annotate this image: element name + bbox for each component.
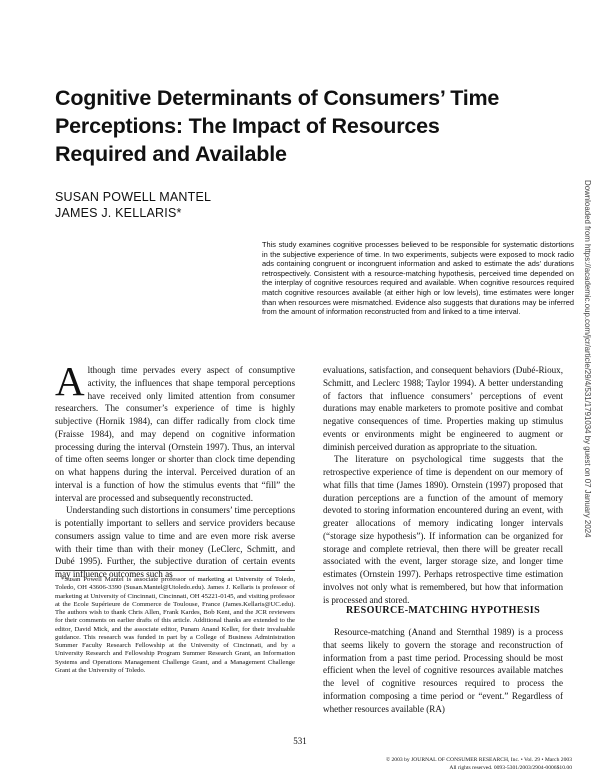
article-title: Cognitive Determinants of Consumers’ Time Perceptions: The Impact of Resources Required and Available: [55, 86, 500, 166]
body-column-right-lower: [323, 626, 563, 715]
paragraph: evaluations, satisfaction, and consequent behaviors (Dubé-Rioux, Schmitt, and Leclerc 1988; Taylor 1994). A better understanding of factors that influence consumers’ perceptions of event durations may enable marketers to promote positive and combat negative consequences of time. Properties making up stimulus events or environments might be engineered to augment or diminish perceived duration as appropriate to the situation.: [323, 365, 563, 452]
footnote-rule: [55, 570, 295, 571]
paragraph: [55, 358, 295, 504]
paragraph: The literature on psychological time suggests that the retrospective experience of time is dependent on our memory of what fills that time (James 1890). Ornstein (1997) proposed that duration perceptions are a function of the amount of memory devoted to storing information encountered during an event, with greater allocations of memory indicating longer intervals (“storage size hypothesis”). If information can be organized for storage and complete retrieval, then there will be greater recall associated with the event, larger storage size, and longer time estimates (Ornstein 1997). Perhaps retrospective time estimation involves not only what is remembered, but how that information is processed and stored.: [323, 454, 563, 605]
author-footnote: *Susan Powell Mantel is associate professor of marketing at University of Toledo, Toledo, OH 43606-3390 (Susan.Mantel@Utoledo.edu). James J. Kellaris is professor of marketing at University of Cincinnati, Cincinnati, OH 45221-0145, and visiting professor at the Ecole Supérieure de Commerce de Toulouse, France (James.Kellaris@UC.edu). The authors wish to thank Chris Allen, Frank Kardes, Bob Kent, and the JCR reviewers for their comments on earlier drafts of this article. Additional thanks are extended to the editor, David Mick, and the associate editor, Punam Anand Keller, for their invaluable guidance. This research was funded in part by a College of Business Administration Summer Faculty Research Fellowship at the University of Cincinnati, and by a University Research and Fellowship Program Summer Research Grant, an Information Systems and Operations Management Challenge Grant, and a Management Challenge Grant at the University of Toledo.: [55, 576, 295, 674]
paragraph: Understanding such distortions in consumers’ time perceptions is potentially important to sellers and service providers because consumers assign value to time and are even more risk averse with their time than with their money (LeClerc, Schmitt, and Dubé 1995). Further, the subjective duration of certain events may influence outcomes such as: [55, 505, 295, 579]
copyright-line: © 2003 by JOURNAL OF CONSUMER RESEARCH, Inc. • Vol. 29 • March 2003: [385, 757, 572, 763]
author-name: JAMES J. KELLARIS*: [55, 206, 182, 220]
copyright-line: All rights reserved. 0093-5301/2003/2904-0006$10.00: [449, 764, 572, 771]
author-name: SUSAN POWELL MANTEL: [55, 190, 212, 204]
body-column-right: [323, 364, 563, 606]
paragraph: Resource-matching (Anand and Sternthal 1989) is a process that seems likely to govern the storage and reconstruction of information from a past time period. Processing should be most efficient when the level of cognitive resources available matches the level of cognitive resources required to process the information composing a time period or “event.” Regardless of whether resources available (RA): [323, 627, 563, 714]
copyright-notice: [300, 757, 572, 772]
section-heading: RESOURCE-MATCHING HYPOTHESIS: [345, 605, 541, 616]
body-column-left: [55, 358, 295, 581]
download-watermark: Downloaded from https://academic.oup.com/jcr/article/29/4/531/1791034 by guest on 07 January 2024: [583, 180, 592, 538]
page-number: 531: [293, 736, 307, 746]
abstract: This study examines cognitive processes believed to be responsible for systematic distortions in the subjective experience of time. In two experiments, subjects were exposed to mock radio ads containing congruent or incongruent information and asked to estimate the ads’ durations retrospectively. Consistent with a resource-matching hypothesis, perceived time depended on the interplay of cognitive resources required and available. When cognitive resources required match cognitive resources available (at either high or low levels), time estimates were longer than when resources were mismatched. Evidence also suggests that durations may be inferred from the amount of information reconstructed from and linked to a time interval.: [262, 240, 574, 317]
paragraph-text: lthough time pervades every aspect of consumptive activity, the influences that shape temporal perceptions have received only limited attention from consumer researchers. The consumer’s experience of time is highly subjective (Hornik 1984), can differ radically from clock time (Fraisse 1984), and may depend on cognitive information processing during the interval (Ornstein 1997). Thus, an interval of time often seems longer or shorter than clock time depending on what happens during the interval. Perceived duration of an interval is a function of how the stimulus events that “fill” the interval are processed and subsequently reconstructed.: [55, 365, 295, 503]
drop-cap: A: [55, 358, 85, 404]
